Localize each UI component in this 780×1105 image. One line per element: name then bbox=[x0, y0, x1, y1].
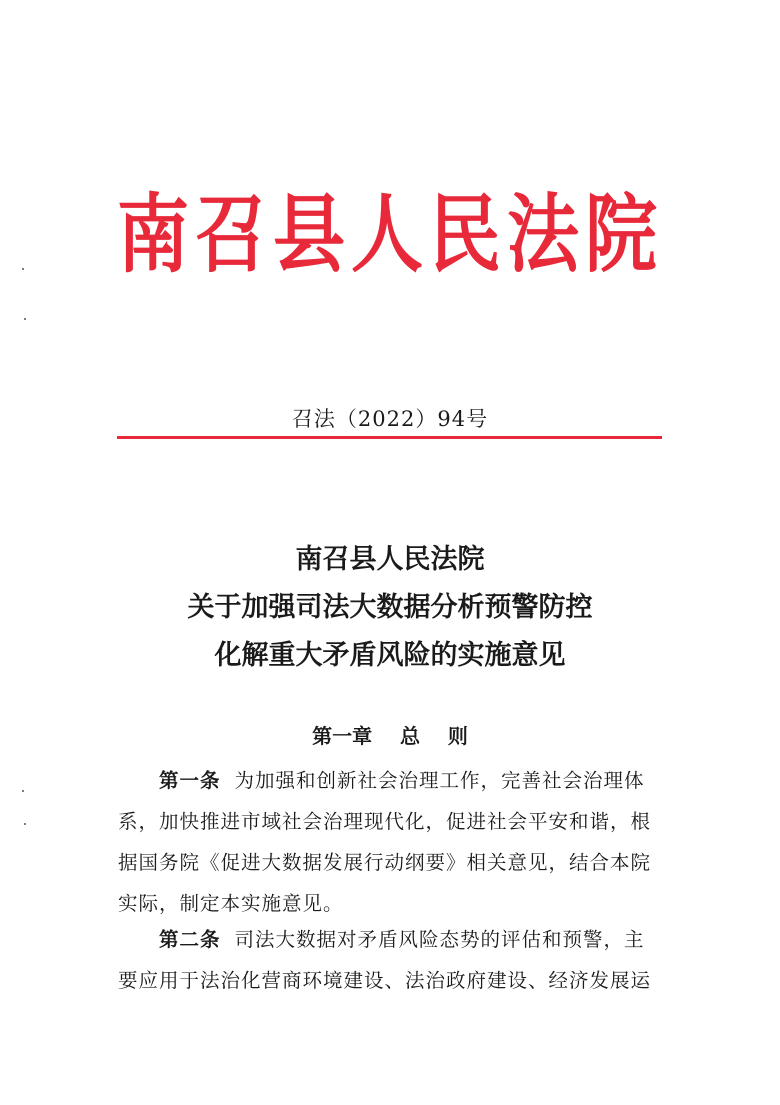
court-name-header: 南召县人民法院 bbox=[116, 183, 663, 285]
article-1 bbox=[118, 760, 666, 924]
article-1-text: 为加强和创新社会治理工作，完善社会治理体 bbox=[234, 769, 645, 792]
title-line-1: 南召县人民法院 bbox=[295, 544, 485, 575]
scan-margin-mark bbox=[24, 823, 26, 825]
article-2 bbox=[118, 919, 666, 1001]
article-1-line-2: 系，加快推进市域社会治理现代化，促进社会平安和谐，根 bbox=[118, 810, 652, 833]
scan-margin-mark bbox=[24, 318, 26, 320]
document-number: 召法（2022）94号 bbox=[291, 407, 489, 431]
document-title bbox=[0, 536, 780, 680]
title-line-2: 关于加强司法大数据分析预警防控 bbox=[187, 592, 593, 623]
article-1-line-1 bbox=[118, 760, 666, 801]
article-2-line-2: 要应用于法治化营商环境建设、法治政府建设、经济发展运 bbox=[118, 969, 652, 992]
article-1-line-3: 据国务院《促进大数据发展行动纲要》相关意见，结合本院 bbox=[118, 851, 652, 874]
scan-margin-mark bbox=[22, 790, 24, 792]
article-1-label: 第一条 bbox=[159, 769, 221, 792]
scan-margin-mark bbox=[22, 268, 24, 270]
article-2-line-1 bbox=[118, 919, 666, 960]
title-line-3: 化解重大矛盾风险的实施意见 bbox=[214, 640, 566, 671]
chapter-heading: 第一章 总 则 bbox=[312, 724, 468, 748]
article-2-label: 第二条 bbox=[159, 928, 221, 951]
article-2-text: 司法大数据对矛盾风险态势的评估和预警，主 bbox=[234, 928, 645, 951]
red-divider-line bbox=[117, 436, 662, 439]
article-1-line-4: 实际，制定本实施意见。 bbox=[118, 892, 344, 915]
